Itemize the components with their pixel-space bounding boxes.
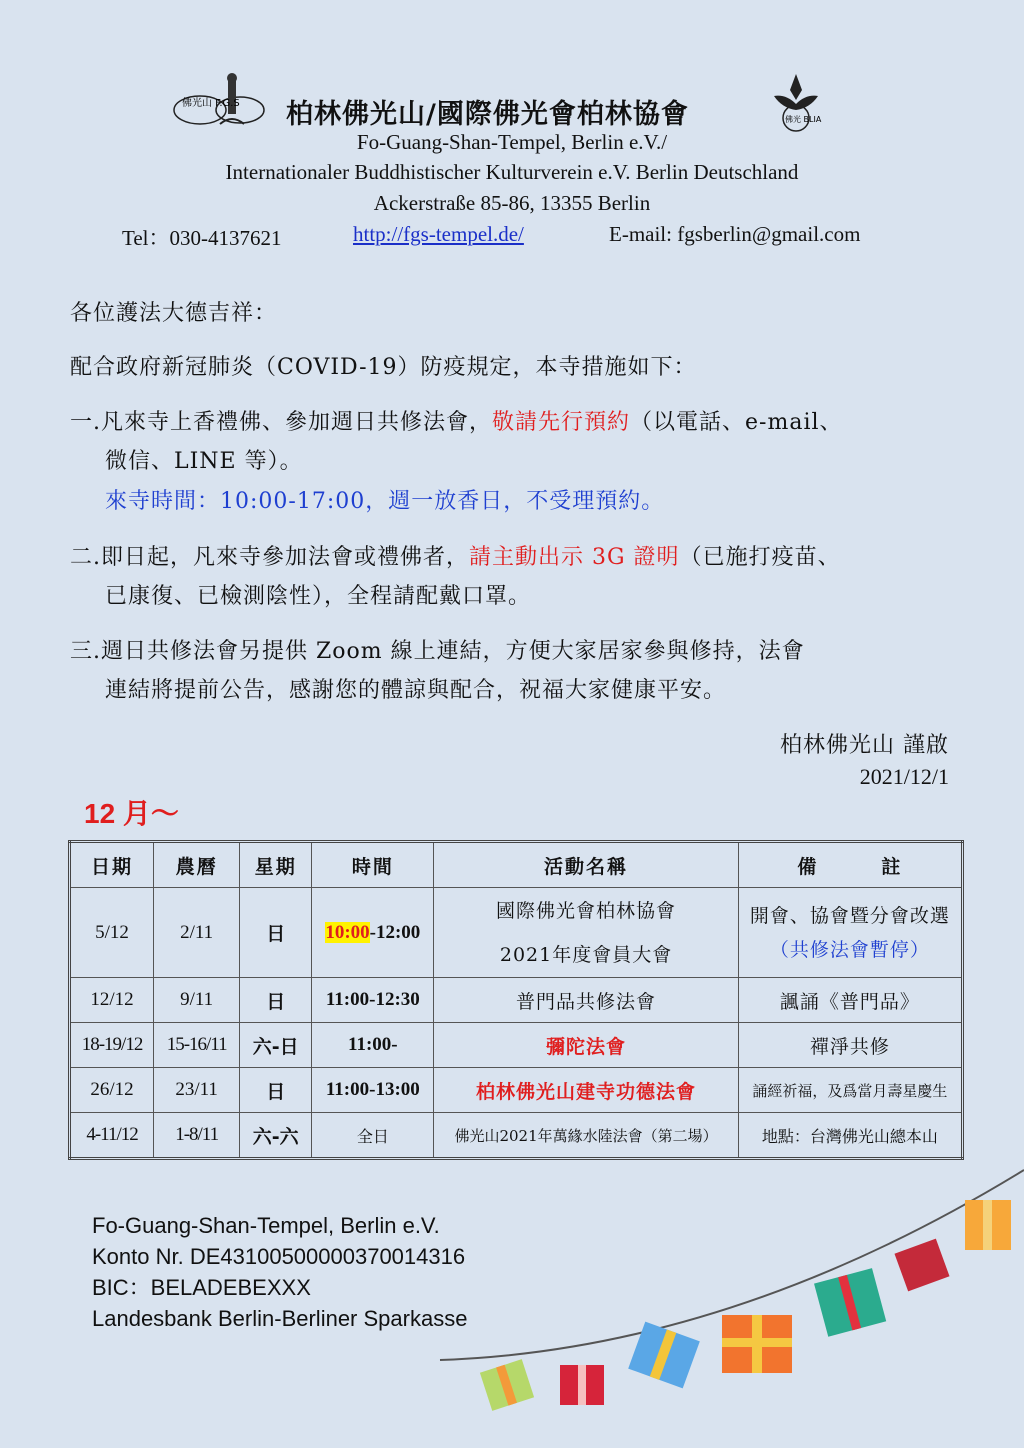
time-highlight: 10:00 <box>325 921 370 943</box>
col-lunar: 農曆 <box>154 842 240 888</box>
item-3: 三.週日共修法會另提供 Zoom 線上連結，方便大家居家參與修持，法會 <box>70 639 805 664</box>
table-row <box>70 1023 963 1068</box>
bank-info <box>92 1210 467 1334</box>
item-1 <box>70 412 843 434</box>
signature: 柏林佛光山 謹啟 <box>780 733 949 758</box>
cell-time: 全日 <box>312 1113 434 1159</box>
gift-icon <box>560 1365 604 1405</box>
greeting: 各位護法大德吉祥： <box>70 301 278 326</box>
schedule-table <box>68 840 964 1160</box>
gift-icon <box>628 1322 700 1389</box>
cell-weekday: 日 <box>240 888 312 978</box>
cell-lunar: 15-16/11 <box>154 1023 240 1068</box>
col-time: 時間 <box>312 842 434 888</box>
cell-activity: 佛光山2021年萬緣水陸法會（第二場） <box>434 1113 738 1159</box>
item-3-line2: 連結將提前公告，感謝您的體諒與配合，祝福大家健康平安。 <box>105 678 727 703</box>
cell-activity: 柏林佛光山建寺功德法會 <box>434 1068 738 1113</box>
bank-account: Konto Nr. DE43100500000370014316 <box>92 1244 466 1269</box>
table-row <box>70 978 963 1023</box>
intro: 配合政府新冠肺炎（COVID-19）防疫規定，本寺措施如下： <box>70 355 697 380</box>
table-row <box>70 888 963 978</box>
bank-name: Landesbank Berlin-Berliner Sparkasse <box>92 1306 468 1331</box>
gift-icon <box>722 1315 792 1373</box>
gift-icon <box>894 1239 949 1292</box>
cell-note: 誦經祈福，及爲當月壽星慶生 <box>738 1068 962 1113</box>
bank-bic: BIC：BELADEBEXXX <box>92 1275 311 1300</box>
note-line-2: （共修法會暫停） <box>769 938 930 961</box>
header-tel: Tel：030-4137621 <box>122 226 282 250</box>
activity-line-2: 2021年度會員大會 <box>499 943 673 966</box>
item-2-line2: 已康復、已檢測陰性），全程請配戴口罩。 <box>105 584 532 609</box>
table-header-row <box>70 842 963 888</box>
item-1-text-b: （以電話、e-mail、 <box>630 410 843 435</box>
logo-left-text: 佛光山 F.G.S <box>182 98 240 109</box>
item-1-text: 一.凡來寺上香禮佛、參加週日共修法會， <box>70 410 492 435</box>
col-weekday: 星期 <box>240 842 312 888</box>
blia-logo <box>768 70 824 134</box>
cell-date: 12/12 <box>70 978 154 1023</box>
header-email: E-mail: fgsberlin@gmail.com <box>609 222 861 246</box>
cell-activity <box>434 888 738 978</box>
fgs-logo <box>170 70 266 134</box>
cell-note: 諷誦《普門品》 <box>738 978 962 1023</box>
cell-activity: 普門品共修法會 <box>434 978 738 1023</box>
header-address: Ackerstraße 85-86, 13355 Berlin <box>373 191 651 215</box>
logo-right-text: 佛光 BLIA <box>785 115 822 124</box>
cell-note: 禪淨共修 <box>738 1023 962 1068</box>
item-2-text-b: （已施打疫苗、 <box>679 545 841 570</box>
cell-lunar: 9/11 <box>154 978 240 1023</box>
header-line-2: Internationaler Buddhistischer Kulturverein e.V. Berlin Deutschland <box>225 160 799 184</box>
table-row <box>70 1068 963 1113</box>
cell-time <box>312 888 434 978</box>
cell-time: 11:00- <box>312 1023 434 1068</box>
cell-weekday: 六-六 <box>240 1113 312 1159</box>
col-date: 日期 <box>70 842 154 888</box>
schedule-title: 12 月～ <box>84 798 179 829</box>
header-line-1: Fo-Guang-Shan-Tempel, Berlin e.V./ <box>356 130 668 154</box>
cell-lunar: 23/11 <box>154 1068 240 1113</box>
item-2-text: 二.即日起，凡來寺參加法會或禮佛者， <box>70 545 469 570</box>
letter-date: 2021/12/1 <box>859 764 949 789</box>
cell-time: 11:00-12:30 <box>312 978 434 1023</box>
item-2-red: 請主動出示 3G 證明 <box>469 545 680 570</box>
note-line-1: 開會、協會暨分會改選 <box>749 904 950 927</box>
item-2 <box>70 547 841 569</box>
gift-icon <box>965 1200 1011 1250</box>
cell-activity: 彌陀法會 <box>434 1023 738 1068</box>
col-note: 備 註 <box>738 842 962 888</box>
cell-date: 18-19/12 <box>70 1023 154 1068</box>
website-link[interactable]: http://fgs-tempel.de/ <box>353 222 524 246</box>
cell-lunar: 1-8/11 <box>154 1113 240 1159</box>
cell-weekday: 六-日 <box>240 1023 312 1068</box>
cell-time: 11:00-13:00 <box>312 1068 434 1113</box>
gift-garland-decoration <box>430 1150 1024 1448</box>
cell-weekday: 日 <box>240 1068 312 1113</box>
gift-icon <box>480 1359 534 1411</box>
cell-weekday: 日 <box>240 978 312 1023</box>
org-title: 柏林佛光山/國際佛光會柏林協會 <box>286 99 689 130</box>
item-1-line2: 微信、LINE 等）。 <box>105 449 303 474</box>
time-rest: -12:00 <box>369 921 421 943</box>
item-1-red: 敬請先行預約 <box>492 410 631 435</box>
col-activity: 活動名稱 <box>434 842 738 888</box>
cell-date: 4-11/12 <box>70 1113 154 1159</box>
cell-note <box>738 888 962 978</box>
cell-lunar: 2/11 <box>154 888 240 978</box>
activity-line-1: 國際佛光會柏林協會 <box>496 899 677 922</box>
bank-line-1: Fo-Guang-Shan-Tempel, Berlin e.V. <box>92 1213 440 1238</box>
cell-date: 5/12 <box>70 888 154 978</box>
cell-note: 地點：台灣佛光山總本山 <box>738 1113 962 1159</box>
item-1-hours: 來寺時間：10:00-17:00，週一放香日，不受理預約。 <box>105 489 665 514</box>
cell-date: 26/12 <box>70 1068 154 1113</box>
gift-icon <box>814 1268 886 1337</box>
